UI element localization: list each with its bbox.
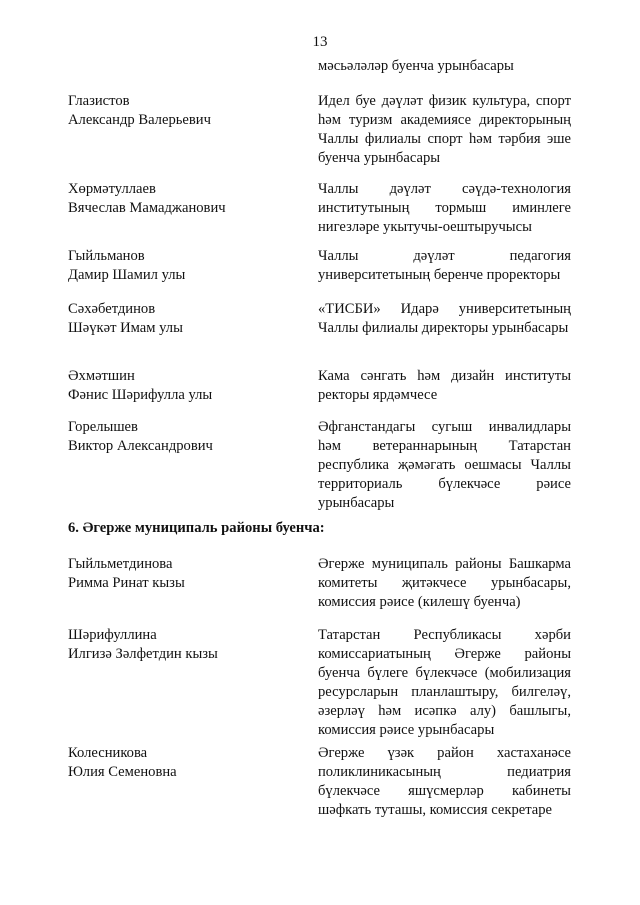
given-names: Илгизә Зәлфетдин кызы [68, 646, 218, 662]
surname: Әхмәтшин [68, 368, 135, 384]
person-role: Әфганстандагы сугыш инвалидлары һәм ветераннарының Татарстан республика җәмәгать оешмасы Чаллы территориаль бүлекчәсе рәисе урынбасары [318, 419, 571, 511]
person-role: Чаллы дәүләт педагогия университетының беренче проректоры [318, 248, 571, 283]
surname: Гыйльметдинова [68, 556, 173, 572]
given-names: Александр Валерьевич [68, 112, 211, 128]
continuation-text: мәсьәләләр буенча урынбасары [318, 58, 514, 74]
person-name [68, 247, 298, 285]
person-name [68, 626, 298, 664]
person-name [68, 367, 298, 405]
section-title: 6. Әгерже муниципаль районы буенча: [68, 520, 325, 536]
surname: Горелышев [68, 419, 138, 435]
surname: Шәрифуллина [68, 627, 157, 643]
given-names: Римма Ринат кызы [68, 575, 185, 591]
person-role: Әгерже муниципаль районы Башкарма комитеты җитәкчесе урынбасары, комиссия рәисе (килешү буенча) [318, 556, 571, 610]
person-name [68, 418, 298, 456]
person-name [68, 744, 298, 782]
given-names: Юлия Семеновна [68, 764, 177, 780]
person-role: Кама сәнгать һәм дизайн институты ректоры ярдәмчесе [318, 368, 571, 403]
surname: Хөрмәтуллаев [68, 181, 156, 197]
page-number: 13 [312, 34, 328, 50]
person-name [68, 300, 298, 338]
person-name [68, 92, 298, 130]
given-names: Вячеслав Мамаджанович [68, 200, 226, 216]
person-name [68, 180, 298, 218]
surname: Колесникова [68, 745, 148, 761]
given-names: Шәүкәт Имам улы [68, 320, 183, 336]
person-name [68, 555, 298, 593]
given-names: Виктор Александрович [68, 438, 213, 454]
given-names: Фәнис Шәрифулла улы [68, 387, 213, 403]
surname: Гыйльманов [68, 248, 145, 264]
person-role: Идел буе дәүләт физик культура, спорт һәм туризм академиясе директорының Чаллы филиалы спорт һәм тәрбия эше буенча урынбасары [318, 93, 571, 166]
person-role: Татарстан Республикасы хәрби комиссариатының Әгерже районы буенча бүлеге бүлекчәсе (мобилизация ресурсларын планлаштыру, билгеләү, әзерләү һәм исәпкә алу) башлыгы, комиссия рәисе урынбасары [318, 627, 571, 738]
given-names: Дамир Шамил улы [68, 267, 186, 283]
surname: Глазистов [68, 93, 130, 109]
person-role: Әгерже үзәк район хастаханәсе поликлиникасының педиатрия бүлекчәсе яшүсмерләр кабинеты шәфкать туташы, комиссия секретаре [318, 745, 571, 818]
surname: Сәхәбетдинов [68, 301, 156, 317]
person-role: «ТИСБИ» Идарә университетының Чаллы филиалы директоры урынбасары [318, 301, 571, 336]
person-role: Чаллы дәүләт сәүдә-технология институтының тормыш иминлеге нигезләре укытучы-оештыручысы [318, 181, 571, 235]
